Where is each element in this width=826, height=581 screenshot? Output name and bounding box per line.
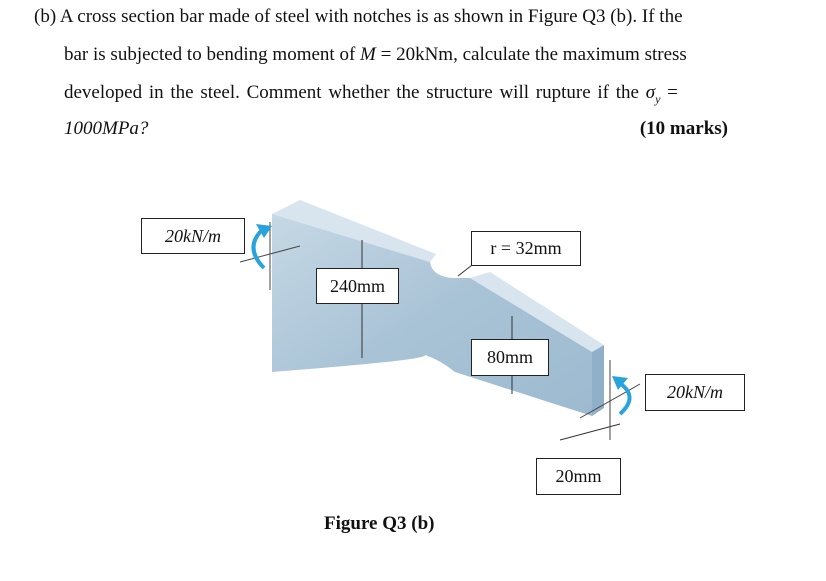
question-line-4: 1000MPa? <box>64 118 149 139</box>
left-moment-arrow <box>253 230 264 268</box>
question-text: = <box>660 82 678 103</box>
question-line-1: (b) A cross section bar made of steel with notches is as shown in Figure Q3 (b). If the <box>34 6 683 27</box>
question-text: developed in the steel. Comment whether the structure will rupture if the <box>64 82 646 103</box>
moment-symbol: M <box>360 44 376 65</box>
radius-label: r = 32mm <box>471 231 581 266</box>
question-text: = 20kNm, calculate the maximum stress <box>375 44 687 65</box>
marks-label: (10 marks) <box>639 118 728 139</box>
height-label: 240mm <box>316 268 399 304</box>
sigma-subscript: y <box>655 91 661 106</box>
left-moment-label: 20kN/m <box>141 218 245 254</box>
sigma-symbol: σ <box>645 82 656 103</box>
notch-height-label: 80mm <box>471 339 549 376</box>
thickness-dimension-line <box>560 424 620 440</box>
question-text: bar is subjected to bending moment of <box>64 44 361 65</box>
figure-caption: Figure Q3 (b) <box>324 513 435 534</box>
right-moment-label: 20kN/m <box>645 374 745 411</box>
thickness-label: 20mm <box>536 458 621 495</box>
